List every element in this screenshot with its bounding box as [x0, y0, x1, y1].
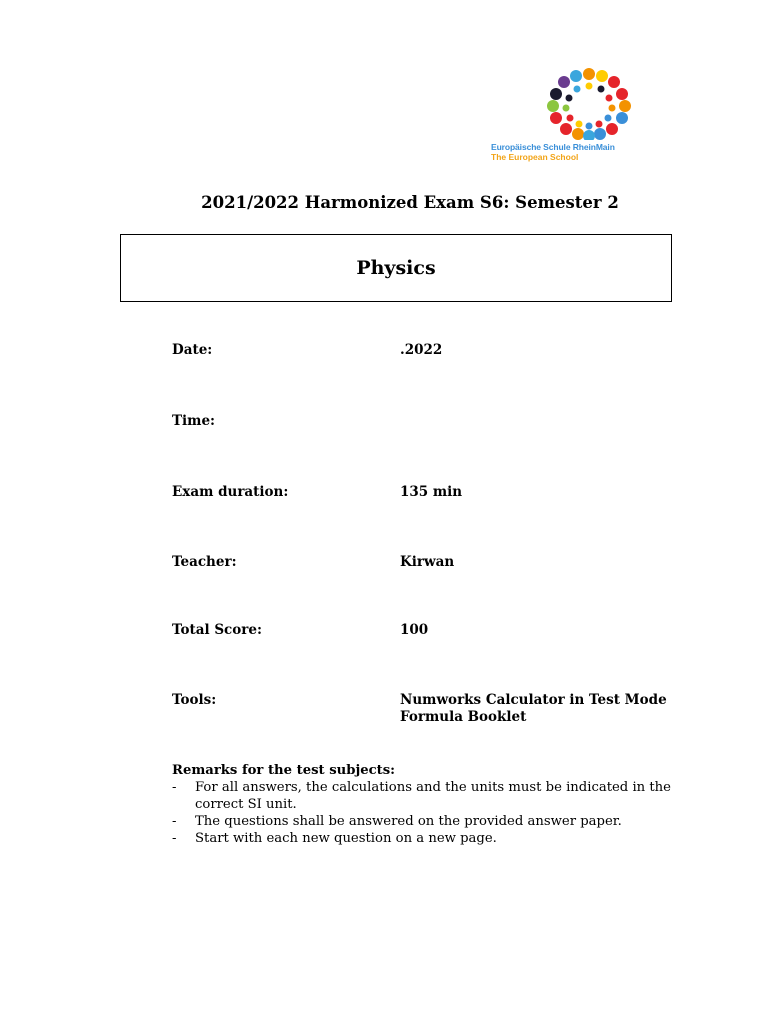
list-item: - Start with each new question on a new page.: [172, 831, 497, 846]
remarks-title: Remarks for the test subjects:: [172, 763, 396, 778]
list-item: - The questions shall be answered on the provided answer paper.: [172, 814, 622, 829]
detail-value: .2022: [400, 342, 443, 358]
school-logo: [488, 68, 648, 164]
detail-value: [400, 692, 667, 726]
detail-label: Teacher:: [172, 554, 237, 570]
detail-label: Date:: [172, 342, 213, 358]
remarks-list: [172, 779, 672, 847]
detail-value: 135 min: [400, 484, 463, 500]
detail-label: Tools:: [172, 692, 217, 708]
exam-title: 2021/2022 Harmonized Exam S6: Semester 2: [201, 193, 619, 212]
subject-title: Physics: [356, 257, 436, 279]
remarks-section: [172, 762, 672, 847]
tool-calculator: Numworks Calculator in Test Mode: [400, 692, 667, 708]
school-emblem-icon: [544, 68, 634, 140]
logo-school-subtitle: The European School: [491, 152, 579, 162]
tool-formula-booklet: Formula Booklet: [400, 709, 527, 725]
detail-value: Kirwan: [400, 554, 455, 570]
detail-label: Time:: [172, 413, 216, 429]
detail-value: 100: [400, 622, 429, 638]
logo-school-name: Europäische Schule RheinMain: [491, 142, 615, 152]
detail-label: Exam duration:: [172, 484, 289, 500]
subject-box: [120, 234, 672, 302]
detail-label: Total Score:: [172, 622, 262, 638]
list-item: - For all answers, the calculations and the units must be indicated in the correct SI unit.: [172, 780, 671, 812]
